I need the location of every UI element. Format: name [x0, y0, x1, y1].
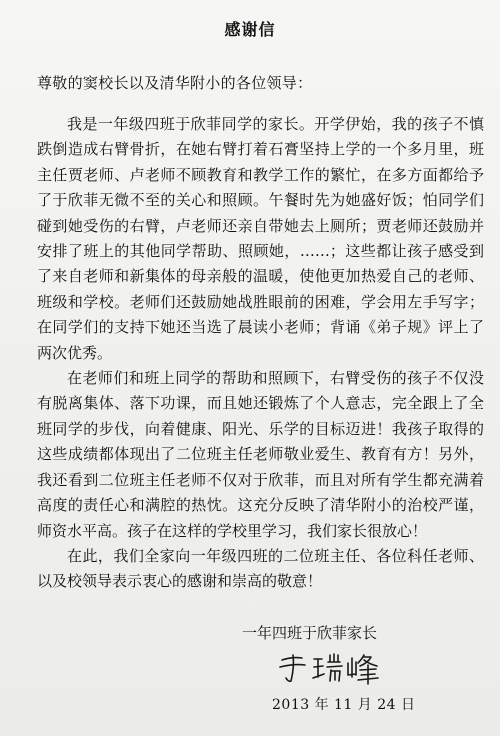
letter-paragraph: 在此，我们全家向一年级四班的二位班主任、各位科任老师、以及校领导表示衷心的感谢和崇高的敬意！ — [37, 546, 484, 591]
letter-paragraph: 我是一年级四班于欣菲同学的家长。开学伊始，我的孩子不慎跌倒造成右臂骨折，在她右臂打着石膏坚持上学的一个多月里，班主任贾老师、卢老师不顾教育和教学工作的繁忙，在多方面都给予了于欣菲无微不至的关心和照顾。午餐时先为她盛好饭；怕同学们碰到她受伤的右臂，卢老师还亲自带她去上厕所；贾老师还鼓励并安排了班上的其他同学帮助、照顾她，……；这些都让孩子感受到了来自老师和新集体的母亲般的温暖，使他更加热爱自己的老师、班级和学校。老师们还鼓励她战胜眼前的困难，学会用左手写字；在同学们的支持下她还当选了晨读小老师；背诵《弟子规》评上了两次优秀。 — [37, 115, 484, 362]
letter-title: 感谢信 — [224, 20, 276, 39]
letter-paragraph: 在老师们和班上同学的帮助和照顾下，右臂受伤的孩子不仅没有脱离集体、落下功课，而且她还锻炼了个人意志，完全跟上了全班同学的步伐，向着健康、阳光、乐学的目标迈进！我孩子取得的这些成绩都体现出了二位班主任老师敬业爱生、教育有方！另外，我还看到二位班主任老师不仅对于欣菲，而且对所有学生都充满着高度的责任心和满腔的热忱。这充分反映了清华附小的治校严谨，师资水平高。孩子在这样的学校里学习，我们家长很放心！ — [37, 369, 484, 540]
letter-body — [37, 112, 484, 595]
letter-salutation: 尊敬的窦校长以及清华附小的各位领导： — [37, 74, 313, 92]
handwritten-signature — [278, 651, 388, 685]
letter-closing: 一年四班于欣菲家长 — [242, 624, 378, 642]
letter-date: 2013 年 11 月 24 日 — [272, 697, 416, 713]
